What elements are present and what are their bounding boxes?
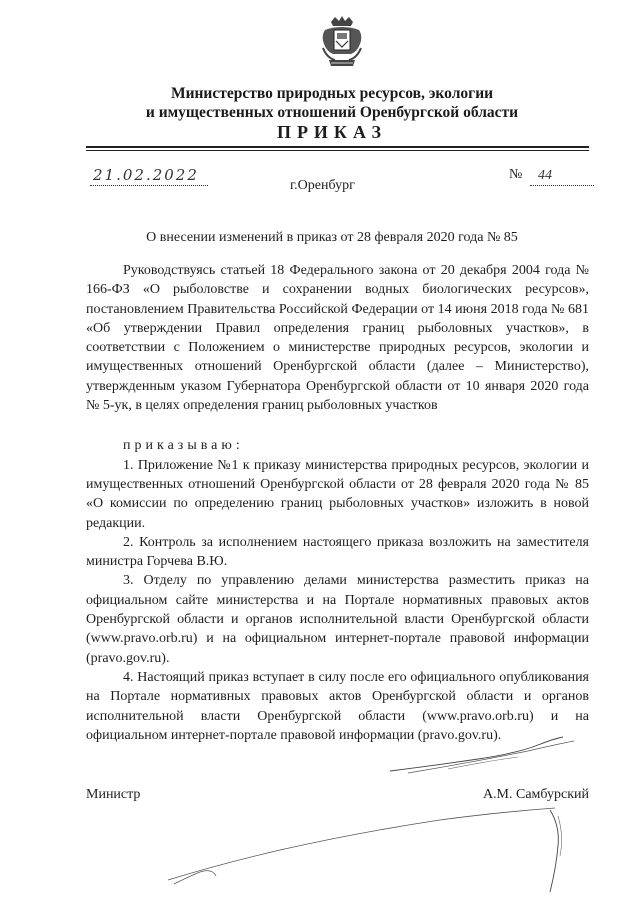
order-number: 44 bbox=[530, 166, 594, 186]
order-body bbox=[86, 261, 589, 745]
signature-block bbox=[86, 787, 589, 807]
header-divider-thin bbox=[86, 150, 589, 151]
order-item-3: 3. Отделу по управлению делами министерства разместить приказ на официальном сайте министерства и на Портале нормативных правовых актов Оренбургской области и органов исполнительной власти Оренбургской области (www.pravo.orb.ru) и на официальном интернет-портале правовой информации (pravo.gov.ru). bbox=[86, 573, 589, 666]
signature-stroke-icon bbox=[388, 735, 578, 775]
number-sign: № bbox=[509, 167, 523, 182]
signatory-role: Министр bbox=[86, 787, 141, 802]
order-date: 21.02.2022 bbox=[90, 166, 208, 186]
order-item-2: 2. Контроль за исполнением настоящего приказа возложить на заместителя министра Горчева В.Ю. bbox=[86, 534, 589, 570]
coat-of-arms-icon bbox=[319, 14, 365, 68]
ministry-name-line1: Министерство природных ресурсов, экологии bbox=[170, 85, 494, 102]
signature-scribble-icon bbox=[160, 806, 580, 896]
document-title: ПРИКАЗ bbox=[276, 122, 388, 142]
order-item-4: 4. Настоящий приказ вступает в силу после его официального опубликования на Портале нормативных правовых актов Оренбургской области и органов исполнительной власти Оренбургской области (www.pravo.orb.ru) и на официальном интернет-портале правовой информации (pravo.gov.ru). bbox=[86, 669, 589, 743]
order-word: приказываю: bbox=[123, 438, 244, 454]
city: г.Оренбург bbox=[290, 178, 355, 193]
preamble-paragraph: Руководствуясь статьей 18 Федерального закона от 20 декабря 2004 года № 166-ФЗ «О рыболовстве и сохранении водных биологических ресурсов», постановлением Правительства Российской Федерации от 14 июня 2018 года № 681 «Об утверждении Правил определения границ рыболовных участков», в соответствии с Положением о министерстве природных ресурсов, экологии и имущественных отношений Оренбургской области (далее – Министерство), утвержденным указом Губернатора Оренбургской области от 10 января 2020 года № 5-ук, в целях определения границ рыболовных участков bbox=[86, 263, 589, 414]
order-subject: О внесении изменений в приказ от 28 февраля 2020 года № 85 bbox=[146, 230, 518, 245]
order-item-1: 1. Приложение №1 к приказу министерства природных ресурсов, экологии и имущественных отношений Оренбургской области от 28 февраля 2020 года № 85 «О комиссии по определению границ рыболовных участков» изложить в новой редакции. bbox=[86, 457, 589, 531]
header-divider bbox=[86, 146, 589, 148]
ministry-name-line2: и имущественных отношений Оренбургской области bbox=[145, 104, 519, 121]
signatory-name: А.М. Самбурский bbox=[482, 787, 589, 802]
